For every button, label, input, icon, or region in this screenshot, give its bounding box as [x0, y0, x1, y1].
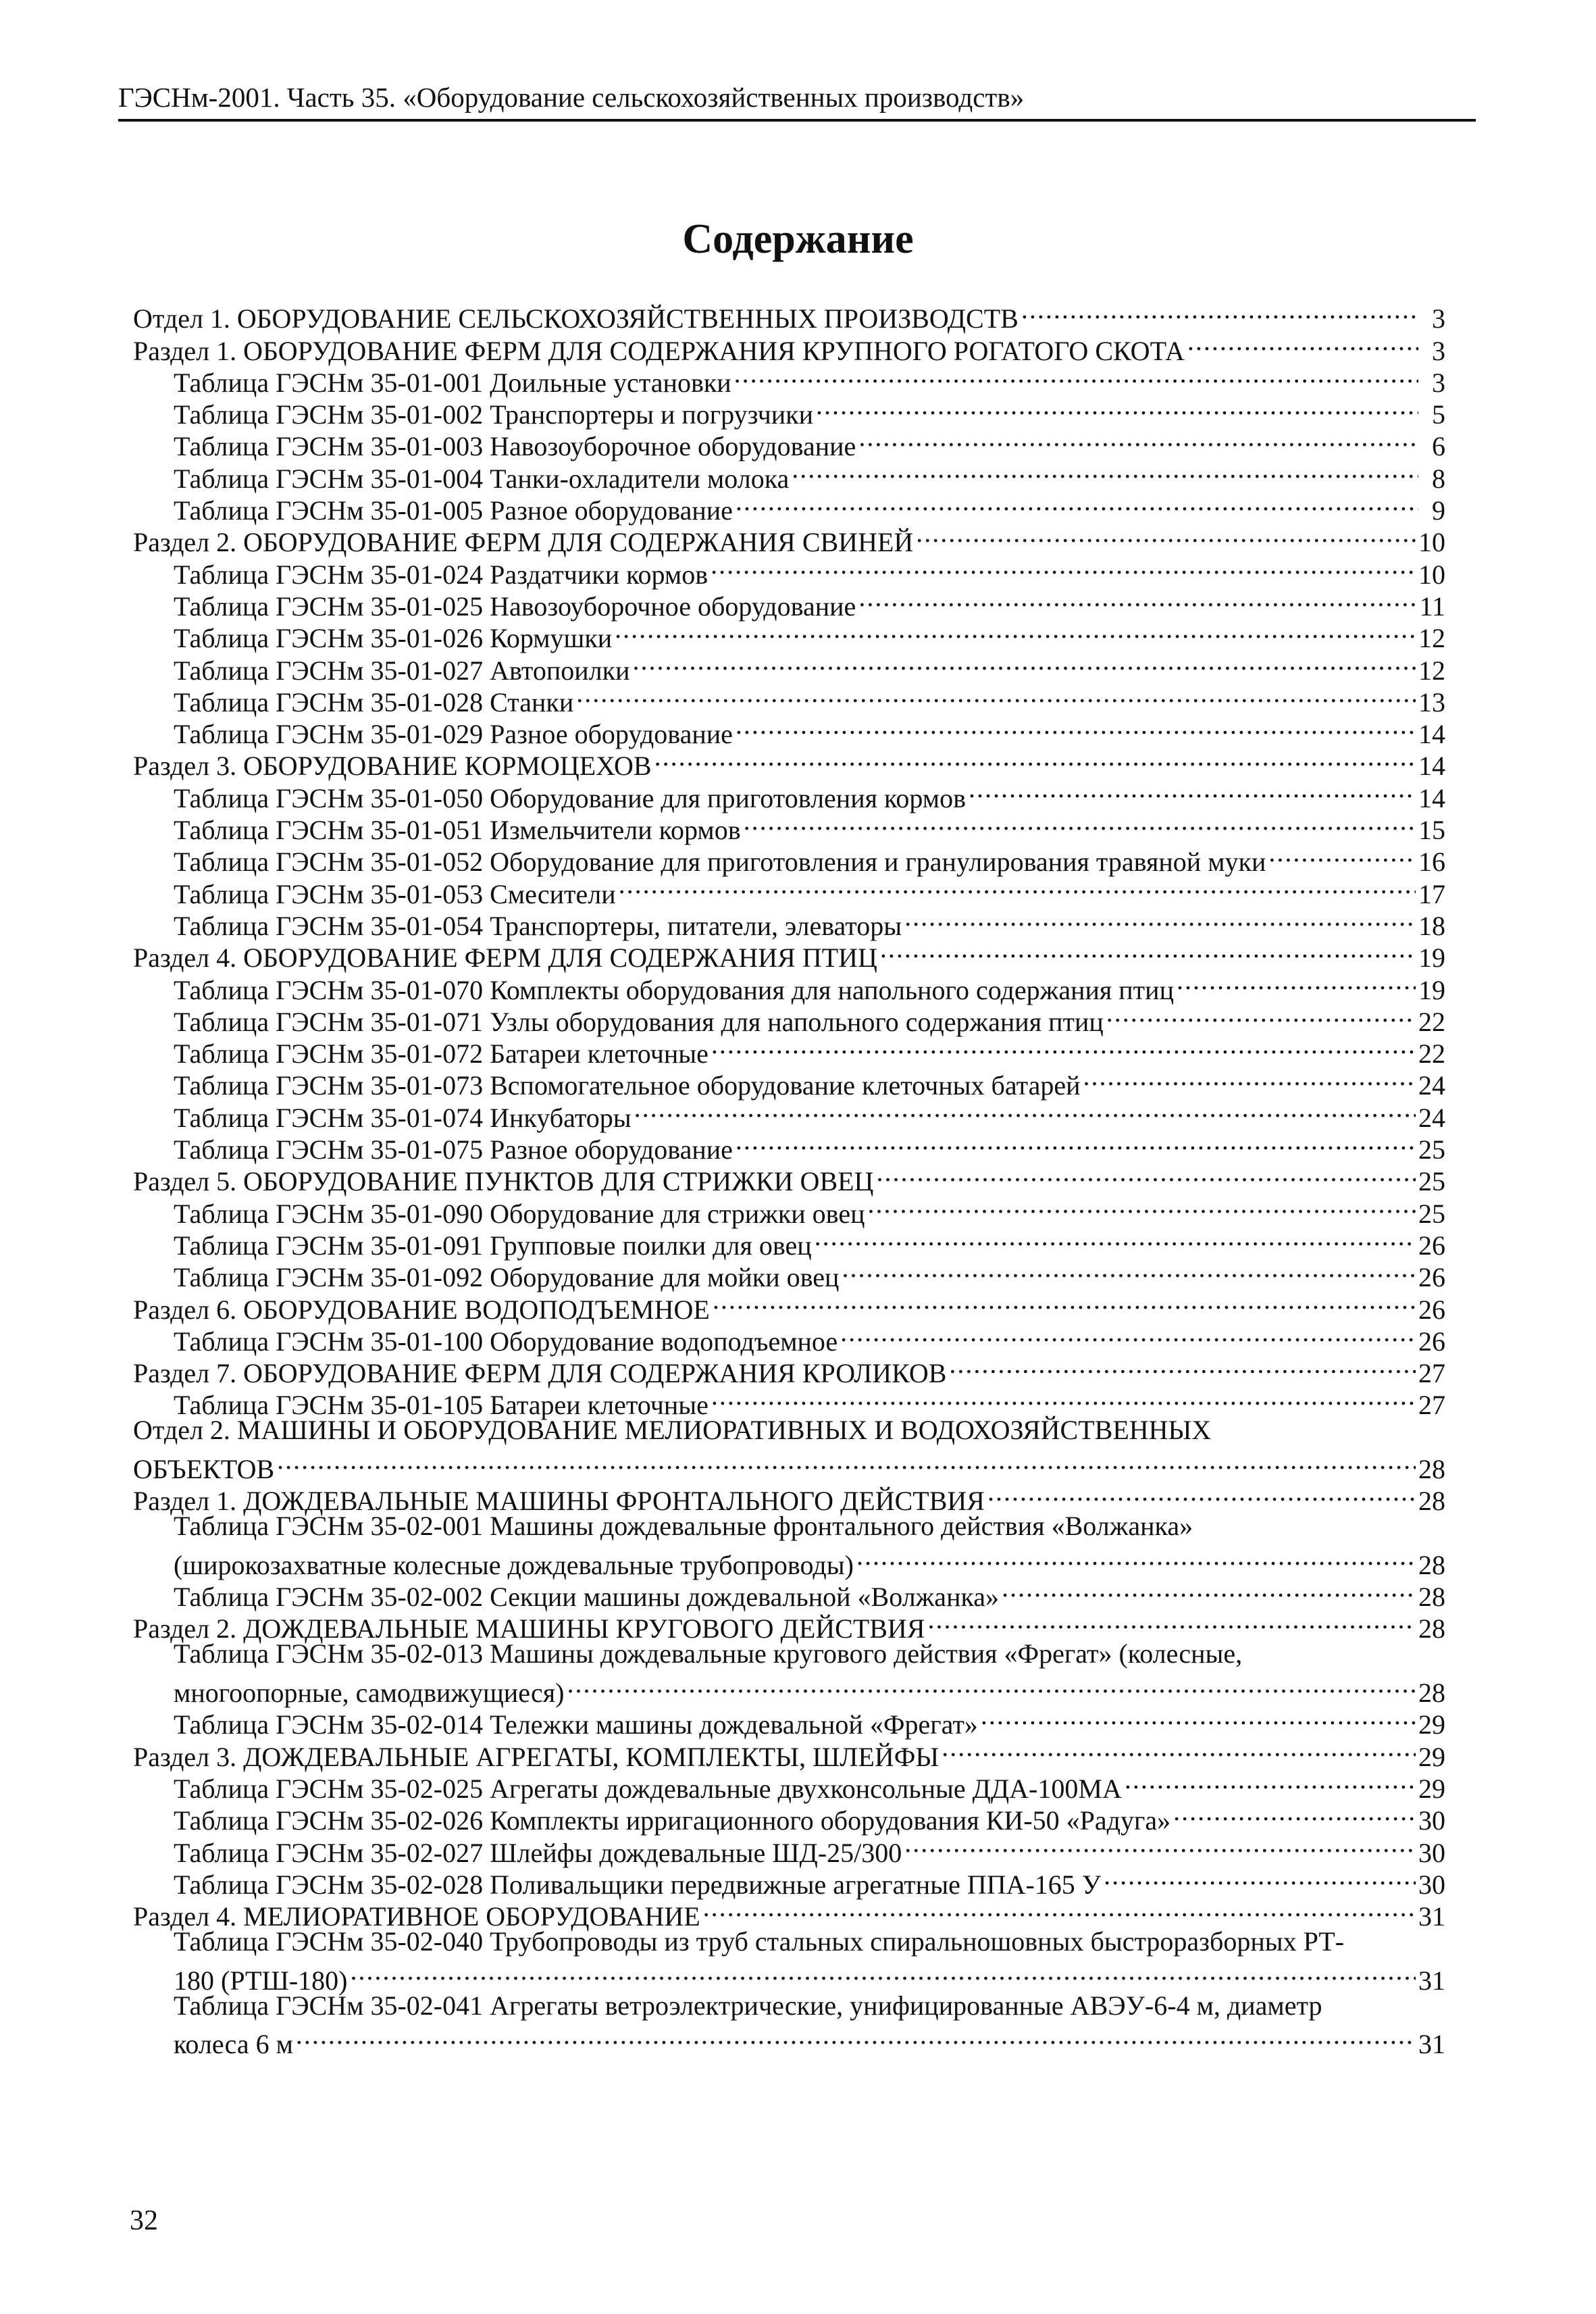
toc-entry-page: 19 [1418, 942, 1445, 974]
dot-leader [858, 584, 1416, 615]
toc-entry-label: Раздел 3. ДОЖДЕВАЛЬНЫЕ АГРЕГАТЫ, КОМПЛЕКТЫ, ШЛЕЙФЫ [133, 1741, 939, 1772]
toc-entry-page: 3 [1432, 335, 1445, 366]
toc-entry-label: Таблица ГЭСНм 35-02-025 Агрегаты дождевальные двухконсольные ДДА-100МА [174, 1773, 1122, 1804]
toc-entry-label: Раздел 3. ОБОРУДОВАНИЕ КОРМОЦЕХОВ [133, 751, 652, 782]
toc-entry-page: 30 [1418, 1869, 1445, 1900]
toc-entry-label: (широкозахватные колесные дождевальные трубопроводы) [174, 1549, 854, 1580]
table-of-contents [133, 296, 1445, 2060]
toc-entry-label: Таблица ГЭСНм 35-02-013 Машины дождевальные кругового действия «Фрегат» (колесные, [174, 1638, 1243, 1669]
toc-entry-page: 10 [1418, 527, 1445, 558]
toc-entry-page: 19 [1418, 974, 1445, 1005]
dot-leader [969, 775, 1416, 807]
dot-leader [1173, 1798, 1416, 1830]
toc-entry-label: Таблица ГЭСНм 35-02-028 Поливальщики передвижные агрегатные ППА-165 У [174, 1869, 1102, 1900]
dot-leader [711, 551, 1416, 583]
dot-leader [916, 520, 1416, 551]
dot-leader [576, 680, 1416, 711]
toc-entry-label: Таблица ГЭСНм 35-01-027 Автопоилки [174, 655, 630, 686]
toc-entry-label: Раздел 7. ОБОРУДОВАНИЕ ФЕРМ ДЛЯ СОДЕРЖАНИЯ КРОЛИКОВ [133, 1358, 947, 1389]
toc-table-entry[interactable] [133, 1926, 1445, 1996]
toc-entry-label: Отдел 2. МАШИНЫ И ОБОРУДОВАНИЕ МЕЛИОРАТИВНЫХ И ВОДОХОЗЯЙСТВЕННЫХ [133, 1415, 1212, 1446]
toc-entry-page: 26 [1418, 1262, 1445, 1293]
toc-entry-label: Раздел 5. ОБОРУДОВАНИЕ ПУНКТОВ ДЛЯ СТРИЖКИ ОВЕЦ [133, 1166, 874, 1197]
toc-entry-page: 26 [1418, 1294, 1445, 1325]
toc-entry-label: Таблица ГЭСНм 35-02-040 Трубопроводы из труб стальных спиральношовных быстроразборных РТ- [174, 1926, 1345, 1957]
dot-leader [987, 1478, 1416, 1510]
toc-entry-page: 26 [1418, 1326, 1445, 1357]
toc-entry-label: Таблица ГЭСНм 35-01-092 Оборудование для мойки овец [174, 1262, 840, 1293]
toc-entry-page: 28 [1418, 1613, 1445, 1644]
toc-section-entry[interactable] [133, 296, 1445, 334]
dot-leader [904, 1830, 1416, 1861]
toc-entry-label: Таблица ГЭСНм 35-01-070 Комплекты оборудования для напольного содержания птиц [174, 974, 1174, 1005]
dot-leader [1125, 1766, 1416, 1798]
toc-entry-label: колеса 6 м [174, 2029, 293, 2060]
toc-entry-label: Таблица ГЭСНм 35-01-091 Групповые поилки для овец [174, 1230, 812, 1261]
toc-entry-page: 31 [1418, 2029, 1445, 2060]
dot-leader [703, 1894, 1416, 1926]
toc-entry-label: Таблица ГЭСНм 35-02-027 Шлейфы дождевальные ШД-25/300 [174, 1837, 902, 1868]
toc-entry-continuation [133, 1447, 1445, 1484]
dot-leader [876, 1159, 1416, 1190]
dot-leader [867, 1190, 1416, 1222]
toc-entry-label: 180 (РТШ-180) [174, 1965, 348, 1996]
toc-entry-page: 24 [1418, 1102, 1445, 1133]
toc-entry-label: Таблица ГЭСНм 35-01-073 Вспомогательное оборудование клеточных батарей [174, 1070, 1081, 1101]
dot-leader [736, 711, 1416, 743]
toc-entry-page: 22 [1418, 1038, 1445, 1070]
dot-leader [634, 1095, 1416, 1126]
toc-entry-page: 3 [1432, 303, 1445, 334]
toc-entry-page: 25 [1418, 1198, 1445, 1229]
toc-entry-label: Раздел 2. ОБОРУДОВАНИЕ ФЕРМ ДЛЯ СОДЕРЖАНИЯ СВИНЕЙ [133, 527, 914, 558]
toc-entry-label: Таблица ГЭСНм 35-01-053 Смесители [174, 878, 616, 909]
toc-entry-page: 29 [1418, 1709, 1445, 1740]
toc-entry-page: 17 [1418, 878, 1445, 909]
dot-leader [711, 1031, 1416, 1063]
dot-leader [1083, 1063, 1416, 1095]
dot-leader [736, 488, 1418, 520]
dot-leader [856, 1542, 1416, 1574]
dot-leader [842, 1255, 1416, 1286]
toc-entry-page: 8 [1432, 463, 1445, 494]
toc-entry-page: 27 [1418, 1390, 1445, 1421]
dot-leader [654, 743, 1416, 775]
toc-entry-page: 31 [1418, 1965, 1445, 1996]
toc-entry-label: Таблица ГЭСНм 35-01-105 Батареи клеточные [174, 1390, 709, 1421]
toc-entry-label: многоопорные, самодвижущиеся) [174, 1678, 565, 1709]
toc-entry-page: 9 [1432, 495, 1445, 526]
toc-entry-label: Таблица ГЭСНм 35-02-041 Агрегаты ветроэлектрические, унифицированные АВЭУ-6-4 м, диаметр [174, 1990, 1322, 2021]
dot-leader [734, 360, 1418, 392]
toc-entry-label: ОБЪЕКТОВ [133, 1453, 275, 1484]
toc-entry-page: 24 [1418, 1070, 1445, 1101]
dot-leader [1021, 296, 1418, 328]
dot-leader [1268, 839, 1416, 871]
toc-entry-label: Таблица ГЭСНм 35-01-024 Раздатчики кормов [174, 559, 709, 590]
dot-leader [815, 1223, 1416, 1255]
toc-entry-page: 5 [1432, 399, 1445, 430]
dot-leader [632, 647, 1416, 679]
toc-entry-label: Таблица ГЭСНм 35-01-075 Разное оборудование [174, 1134, 733, 1165]
dot-leader [840, 1319, 1416, 1351]
toc-entry-page: 25 [1418, 1166, 1445, 1197]
toc-entry-label: Таблица ГЭСНм 35-01-072 Батареи клеточные [174, 1038, 709, 1070]
dot-leader [1187, 328, 1418, 359]
toc-entry-page: 28 [1418, 1486, 1445, 1517]
toc-table-entry[interactable] [133, 1510, 1445, 1580]
running-header: ГЭСНм-2001. Часть 35. «Оборудование сельскохозяйственных производств» [118, 81, 1476, 122]
toc-entry-page: 14 [1418, 782, 1445, 813]
toc-entry-page: 18 [1418, 910, 1445, 941]
toc-entry-page: 28 [1418, 1453, 1445, 1484]
toc-entry-page: 6 [1432, 431, 1445, 462]
toc-entry-continuation [174, 2021, 1445, 2060]
toc-entry-label: Таблица ГЭСНм 35-02-014 Тележки машины дождевальной «Фрегат» [174, 1709, 978, 1740]
dot-leader [744, 807, 1416, 839]
dot-leader [981, 1702, 1416, 1734]
toc-entry-page: 14 [1418, 751, 1445, 782]
toc-entry-label: Таблица ГЭСНм 35-01-071 Узлы оборудования для напольного содержания птиц [174, 1006, 1104, 1037]
toc-entry-continuation [174, 1542, 1445, 1580]
dot-leader [1106, 999, 1416, 1031]
toc-entry-page: 10 [1418, 559, 1445, 590]
dot-leader [713, 1286, 1416, 1318]
toc-entry-label: Раздел 1. ДОЖДЕВАЛЬНЫЕ МАШИНЫ ФРОНТАЛЬНОГО ДЕЙСТВИЯ [133, 1486, 985, 1517]
dot-leader [816, 392, 1418, 424]
toc-entry-page: 30 [1418, 1805, 1445, 1836]
toc-entry-page: 13 [1418, 686, 1445, 718]
toc-entry-label: Таблица ГЭСНм 35-01-026 Кормушки [174, 623, 613, 654]
toc-entry-label: Таблица ГЭСНм 35-01-051 Измельчители кормов [174, 815, 741, 846]
dot-leader [949, 1351, 1416, 1382]
dot-leader [792, 455, 1418, 487]
toc-entry-page: 29 [1418, 1773, 1445, 1804]
toc-entry-page: 27 [1418, 1358, 1445, 1389]
toc-entry-label: Таблица ГЭСНм 35-02-001 Машины дождевальные фронтального действия «Волжанка» [174, 1511, 1193, 1542]
toc-entry-label: Таблица ГЭСНм 35-01-052 Оборудование для приготовления и гранулирования травяной муки [174, 847, 1266, 878]
page-title: Содержание [682, 216, 914, 262]
toc-entry-page: 22 [1418, 1006, 1445, 1037]
toc-entry-label: Таблица ГЭСНм 35-01-054 Транспортеры, питатели, элеваторы [174, 910, 902, 941]
toc-entry-page: 12 [1418, 623, 1445, 654]
toc-entry-page: 11 [1419, 590, 1445, 622]
dot-leader [619, 871, 1416, 903]
toc-entry-label: Таблица ГЭСНм 35-02-002 Секции машины дождевальной «Волжанка» [174, 1582, 1000, 1613]
toc-table-entry[interactable] [133, 1638, 1445, 1709]
toc-entry-label: Таблица ГЭСНм 35-01-050 Оборудование для приготовления кормов [174, 782, 966, 813]
toc-entry-label: Таблица ГЭСНм 35-01-004 Танки-охладители молока [174, 463, 790, 494]
toc-entry-page: 31 [1418, 1901, 1445, 1932]
toc-entry-label: Таблица ГЭСНм 35-01-003 Навозоуборочное оборудование [174, 431, 856, 462]
toc-entry-page: 26 [1418, 1230, 1445, 1261]
toc-entry-page: 29 [1418, 1741, 1445, 1772]
dot-leader [350, 1957, 1416, 1989]
dot-leader [880, 935, 1416, 967]
dot-leader [711, 1382, 1416, 1414]
dot-leader [1104, 1862, 1416, 1894]
toc-entry-page: 14 [1418, 719, 1445, 750]
dot-leader [277, 1447, 1416, 1478]
toc-section-entry[interactable] [133, 1478, 1445, 1517]
toc-entry-continuation [174, 1957, 1445, 1996]
toc-entry-page: 16 [1418, 847, 1445, 878]
dot-leader [567, 1670, 1416, 1702]
toc-entry-label: Таблица ГЭСНм 35-01-001 Доильные установки [174, 367, 731, 398]
dot-leader [615, 615, 1416, 647]
toc-entry-continuation [174, 1670, 1445, 1709]
toc-entry-page: 25 [1418, 1134, 1445, 1165]
toc-entry-label: Отдел 1. ОБОРУДОВАНИЕ СЕЛЬСКОХОЗЯЙСТВЕННЫХ ПРОИЗВОДСТВ [133, 303, 1019, 334]
dot-leader [296, 2021, 1416, 2053]
toc-entry-label: Таблица ГЭСНм 35-01-100 Оборудование водоподъемное [174, 1326, 838, 1357]
toc-entry-label: Таблица ГЭСНм 35-01-029 Разное оборудование [174, 719, 733, 750]
dot-leader [942, 1734, 1416, 1765]
dot-leader [928, 1606, 1416, 1638]
toc-entry-label: Раздел 4. МЕЛИОРАТИВНОЕ ОБОРУДОВАНИЕ [133, 1901, 700, 1932]
dot-leader [858, 424, 1418, 455]
toc-entry-label: Раздел 1. ОБОРУДОВАНИЕ ФЕРМ ДЛЯ СОДЕРЖАНИЯ КРУПНОГО РОГАТОГО СКОТА [133, 335, 1185, 366]
toc-entry-label: Таблица ГЭСНм 35-01-005 Разное оборудование [174, 495, 733, 526]
toc-entry-page: 30 [1418, 1837, 1445, 1868]
toc-entry-page: 12 [1418, 655, 1445, 686]
toc-entry-label: Раздел 4. ОБОРУДОВАНИЕ ФЕРМ ДЛЯ СОДЕРЖАНИЯ ПТИЦ [133, 942, 877, 974]
toc-entry-label: Таблица ГЭСНм 35-01-025 Навозоуборочное оборудование [174, 590, 856, 622]
dot-leader [736, 1127, 1416, 1159]
toc-entry-label: Таблица ГЭСНм 35-02-026 Комплекты ирригационного оборудования КИ-50 «Радуга» [174, 1805, 1171, 1836]
toc-entry-label: Раздел 2. ДОЖДЕВАЛЬНЫЕ МАШИНЫ КРУГОВОГО ДЕЙСТВИЯ [133, 1613, 925, 1644]
toc-entry-page: 28 [1418, 1582, 1445, 1613]
toc-entry-label: Таблица ГЭСНм 35-01-002 Транспортеры и погрузчики [174, 399, 813, 430]
toc-entry-label: Таблица ГЭСНм 35-01-074 Инкубаторы [174, 1102, 632, 1133]
toc-entry-label: Раздел 6. ОБОРУДОВАНИЕ ВОДОПОДЪЕМНОЕ [133, 1294, 710, 1325]
page-number: 32 [130, 2205, 158, 2236]
toc-entry-page: 28 [1418, 1678, 1445, 1709]
toc-entry-page: 28 [1418, 1549, 1445, 1580]
toc-entry-page: 15 [1418, 815, 1445, 846]
dot-leader [904, 903, 1416, 935]
toc-entry-label: Таблица ГЭСНм 35-01-090 Оборудование для стрижки овец [174, 1198, 865, 1229]
dot-leader [1002, 1574, 1416, 1606]
toc-entry-page: 3 [1432, 367, 1445, 398]
toc-table-entry[interactable] [133, 1990, 1445, 2060]
dot-leader [1177, 967, 1416, 999]
toc-section-entry[interactable] [133, 1414, 1445, 1484]
toc-entry-label: Таблица ГЭСНм 35-01-028 Станки [174, 686, 574, 718]
